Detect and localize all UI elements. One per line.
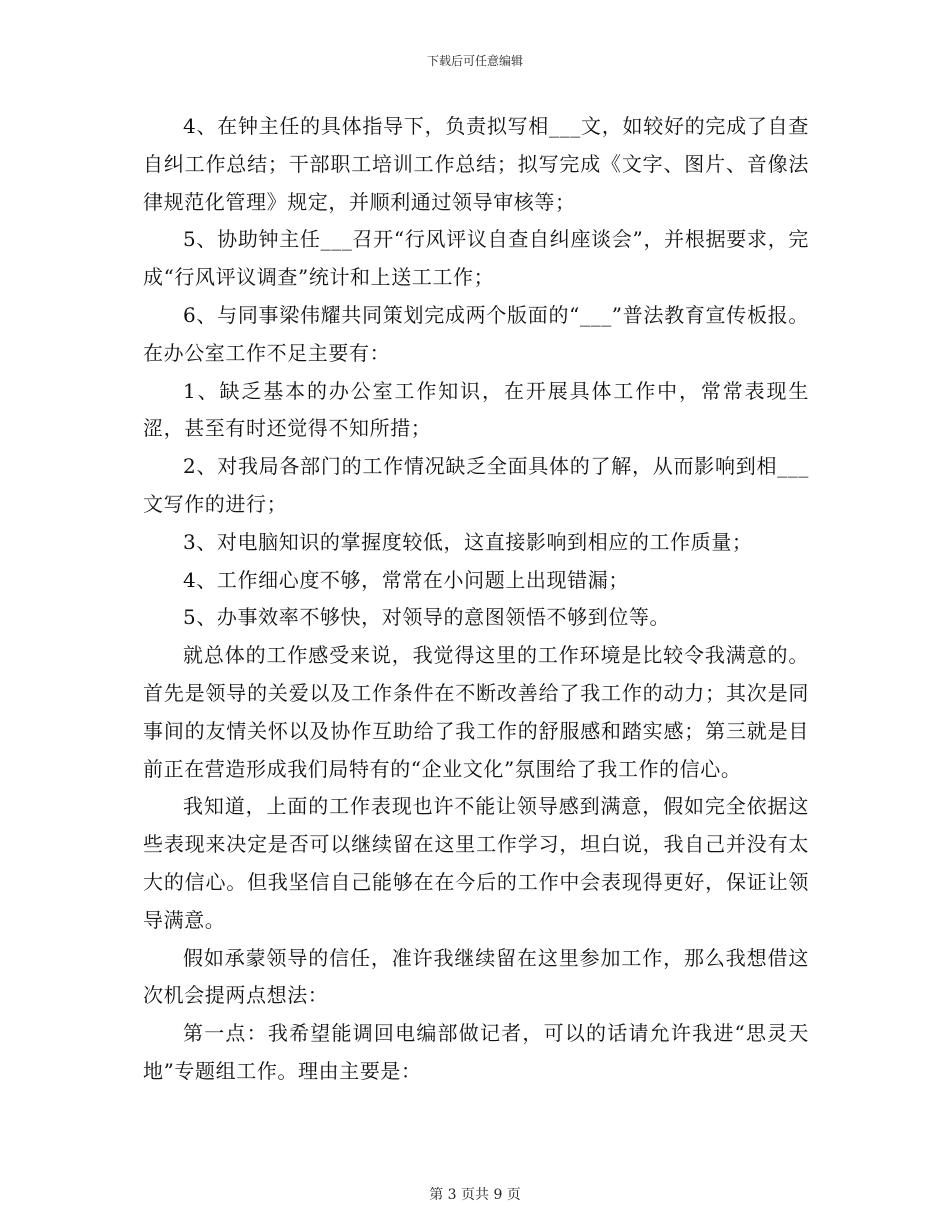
paragraph: 6、与同事梁伟耀共同策划完成两个版面的“___”普法教育宣传板报。在办公室工作不足主要有： — [143, 302, 809, 365]
paragraph: 我知道，上面的工作表现也许不能让领导感到满意，假如完全依据这些表现来决定是否可以继续留在这里工作学习，坦白说，我自己并没有太大的信心。但我坚信自己能够在在今后的工作中会表现得更好，保证让领导满意。 — [143, 794, 809, 932]
page-header: 下载后可任意编辑 — [426, 54, 523, 68]
paragraph: 5、协助钟主任___召开“行风评议自查自纠座谈会”，并根据要求，完成“行风评议调查”统计和上送工工作； — [143, 227, 809, 290]
paragraph: 假如承蒙领导的信任，准许我继续留在这里参加工作，那么我想借这次机会提两点想法： — [143, 945, 809, 1008]
paragraph: 4、在钟主任的具体指导下，负责拟写相___文，如较好的完成了自查自纠工作总结；干部职工培训工作总结；拟写完成《文字、图片、音像法律规范化管理》规定，并顺利通过领导审核等； — [143, 114, 809, 214]
document-body — [143, 108, 809, 1091]
paragraph: 1、缺乏基本的办公室工作知识，在开展具体工作中，常常表现生涩，甚至有时还觉得不知所措； — [143, 378, 809, 441]
paragraph: 4、工作细心度不够，常常在小问题上出现错漏； — [183, 567, 629, 592]
paragraph: 第一点：我希望能调回电编部做记者，可以的话请允许我进“思灵天地”专题组工作。理由主要是： — [143, 1021, 809, 1083]
paragraph: 3、对电脑知识的掌握度较低，这直接影响到相应的工作质量； — [183, 529, 753, 554]
paragraph: 5、办事效率不够快，对领导的意图领悟不够到位等。 — [183, 605, 671, 630]
paragraph: 就总体的工作感受来说，我觉得这里的工作环境是比较令我满意的。首先是领导的关爱以及工作条件在不断改善给了我工作的动力；其次是同事间的友情关怀以及协作互助给了我工作的舒服感和踏实感；第三就是目前正在营造形成我们局特有的“企业文化”氛围给了我工作的信心。 — [143, 643, 809, 781]
paragraph: 2、对我局各部门的工作情况缺乏全面具体的了解，从而影响到相___文写作的进行； — [143, 454, 809, 516]
page-footer: 第 3 页共 9 页 — [429, 1187, 521, 1203]
